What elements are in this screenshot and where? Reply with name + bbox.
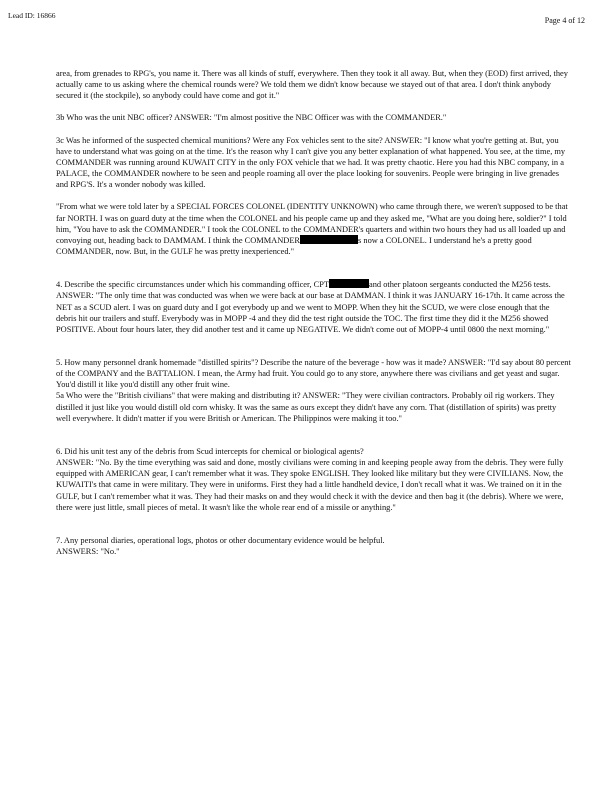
paragraph-continuation: area, from grenades to RPG's, you name it. There was all kinds of stuff, everywhere. Then they took it all away. But, when they (EOD) first arrived, they actually came to us asking where the chemical rounds were? We told them we didn't know because we stayed out of that area. I don't think anybody secured it (the stockpile), so anybody could have come and got it." [56,69,568,101]
paragraph-colonel [56,201,571,257]
paragraph-3b: 3b Who was the unit NBC officer? ANSWER: "I'm almost positive the NBC Officer was with the COMMANDER." [56,113,447,123]
document-body [56,68,571,568]
lead-id: Lead ID: 16866 [8,11,56,20]
redaction-bar [300,235,358,244]
q7-answer: ANSWERS: "No." [56,547,120,556]
paragraph-q7 [56,535,571,557]
redaction-bar [329,279,369,288]
q5a-text: 5a Who were the "British civilians" that were making and distributing it? ANSWER: "They were civilian contractors. Probably oil rig workers. They distilled it just like you would distill old corn whisky. It was the same as ours except they didn't have any corn. That (distillation of spirits) was pretty well everywhere. It didn't matter if you were British or American. The Philippinos were making it too." [56,391,557,423]
q7-question: 7. Any personal diaries, operational logs, photos or other documentary evidence would be helpful. [56,535,385,545]
paragraph-colonel-text-a: "From what we were told later by a SPECIAL FORCES COLONEL (IDENTITY UNKNOWN) who came through there, we weren't supposed to be that far NORTH. I was on guard duty at the time when the COLONEL and his people came up and they asked me, "What are you doing here, soldier?" I told him, "You have to ask the COMMANDER." I took the COLONEL to the COMMANDER's quarters and within two hours they had us all loaded up and convoying out, heading back to DAMMAM. I think the COMMANDER [56,202,568,245]
paragraph-q6 [56,446,571,513]
q6-answer: ANSWER: "No. By the time everything was said and done, mostly civilians were coming in and keeping people away from the debris. They were fully equipped with AMERICAN gear, I can't remember what it was. They spoke ENGLISH. They looked like military but they were CIVILIANS. Now, the KUWAITI's that came in were military. They were in uniforms. First they had a little handheld device, I don't recall what it was. We trained on it in the GULF, but I can't remember what it was. They had their masks on and they would check it with the device and then bag it (the debris). Where we were, there were just little, small pieces of metal. It wasn't like the whole rear end of a missile or anything." [56,458,564,512]
paragraph-colonel-text-b: s now a COLONEL. I understand he's a pretty good COMMANDER, now. But, in the GULF he was pretty inexperienced." [56,235,532,257]
q5-text: 5. How many personnel drank homemade "distilled spirits"? Describe the nature of the beverage - how was it made? ANSWER: "I'd say about 80 percent of the COMPANY and the BATTALION. I mean, the Army had fruit. You could go to any store, anywhere there was civilians and get yeast and sugar. You'd distill it like you'd distill any other fruit wine. [56,357,571,390]
q4-question-a: 4. Describe the specific circumstances under which his commanding officer, CPT [56,280,330,290]
page-number: Page 4 of 12 [544,16,585,25]
paragraph-q4 [56,279,571,335]
paragraph-3c: 3c Was he informed of the suspected chemical munitions? Were any Fox vehicles sent to the site? ANSWER: "I know what you're getting at. But, you have to understand what was going on at the time. It's the reason why I can't give you any better explanation of what happened. You see, at the time, my COMMANDER was running around KUWAIT CITY in the only FOX vehicle that we had. It was pretty chaotic. Here you had this NBC company, in a PALACE, the COMMANDER nowhere to be seen and people roaming all over the place looking for souvenirs. People were bringing in live grenades and RPG'S. It's a wonder nobody was killed. [56,135,566,190]
q4-answer: ANSWER: "The only time that was conducted was when we were back at our base at DAMMAN. I think it was JANUARY 16-17th. It came across the NET as a SCUD alert. I was on guard duty and I got everybody up and we went to MOPP. When they hit the SCUD, we were close enough that the debris hit our trailers and stuff. Everybody was in MOPP -4 and they did the test right outside the TOC. The first time they did it the M256 showed POSITIVE. About four hours later, they did another test and it came up NEGATIVE. We didn't come out of MOPP-4 until 0800 the next morning." [56,291,565,334]
q4-question-b: and other platoon sergeants conducted the M256 tests. [369,280,551,290]
paragraph-q5 [56,357,571,424]
q6-question: 6. Did his unit test any of the debris from Scud intercepts for chemical or biological agents? [56,446,364,456]
